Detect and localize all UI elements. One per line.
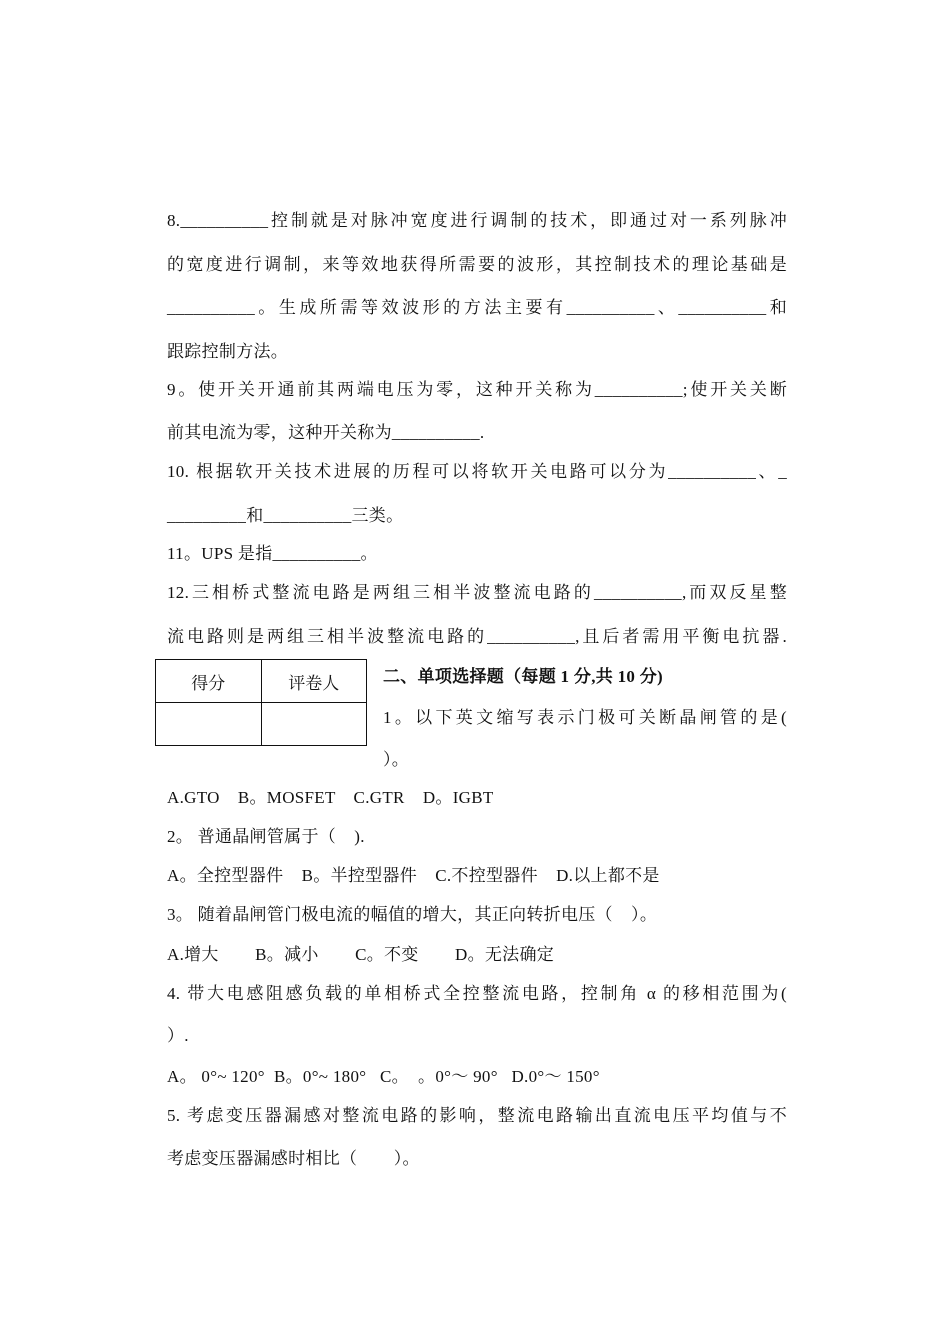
- mc-q5-stem-2: 考虑变压器漏感时相比（ ）。: [167, 1149, 420, 1168]
- q12-line-2: 流电路则是两组三相半波整流电路的__________,且后者需用平衡电抗器.: [167, 627, 787, 646]
- q8-line-2: 的宽度进行调制，来等效地获得所需要的波形，其控制技术的理论基础是: [167, 255, 787, 274]
- section-2-title: 二、单项选择题（每题 1 分,共 10 分): [383, 667, 664, 686]
- mc-q1-line-2: ）。: [383, 750, 410, 769]
- mc-q1-line-1: 1。以下英文缩写表示门极可关断晶闸管的是(: [383, 708, 787, 727]
- grader-cell[interactable]: [261, 703, 367, 746]
- q10-line-1: 10. 根据软开关技术进展的历程可以将软开关电路可以分为__________、_: [167, 462, 787, 481]
- q9-line-2: 前其电流为零，这种开关称为__________.: [167, 423, 485, 442]
- mc-q4-stem-2: ）.: [167, 1026, 189, 1045]
- q8-line-3: __________。生成所需等效波形的方法主要有__________、__________和: [167, 298, 787, 317]
- mc-q3-stem: 3。 随着晶闸管门极电流的幅值的增大，其正向转折电压（ ）。: [167, 905, 658, 924]
- score-header: 得分: [156, 660, 262, 703]
- mc-q4-stem-1: 4. 带大电感阻感负载的单相桥式全控整流电路，控制角 α 的移相范围为(: [167, 984, 787, 1003]
- q11-line: 11。UPS 是指__________。: [167, 544, 378, 563]
- mc-q2-stem: 2。 普通晶闸管属于（ ).: [167, 827, 365, 846]
- score-table: [155, 659, 367, 746]
- mc-q1-options: A.GTO B。MOSFET C.GTR D。IGBT: [167, 788, 494, 807]
- q12-line-1: 12.三相桥式整流电路是两组三相半波整流电路的__________,而双反星整: [167, 583, 787, 602]
- mc-q4-options: A。 0°~ 120° B。0°~ 180° C。 。0°～ 90° D.0°～ 150°: [167, 1067, 600, 1086]
- mc-q3-options: A.增大 B。减小 C。不变 D。无法确定: [167, 945, 555, 964]
- q9-line-1: 9。使开关开通前其两端电压为零，这种开关称为__________;使开关关断: [167, 380, 787, 399]
- mc-q5-stem-1: 5. 考虑变压器漏感对整流电路的影响，整流电路输出直流电压平均值与不: [167, 1106, 787, 1125]
- mc-q2-options: A。全控型器件 B。半控型器件 C.不控型器件 D.以上都不是: [167, 866, 660, 885]
- q8-line-4: 跟踪控制方法。: [167, 342, 289, 361]
- grader-header: 评卷人: [261, 660, 367, 703]
- q8-line-1: 8.__________控制就是对脉冲宽度进行调制的技术，即通过对一系列脉冲: [167, 211, 787, 230]
- q10-line-2: _________和__________三类。: [167, 506, 404, 525]
- score-cell[interactable]: [156, 703, 262, 746]
